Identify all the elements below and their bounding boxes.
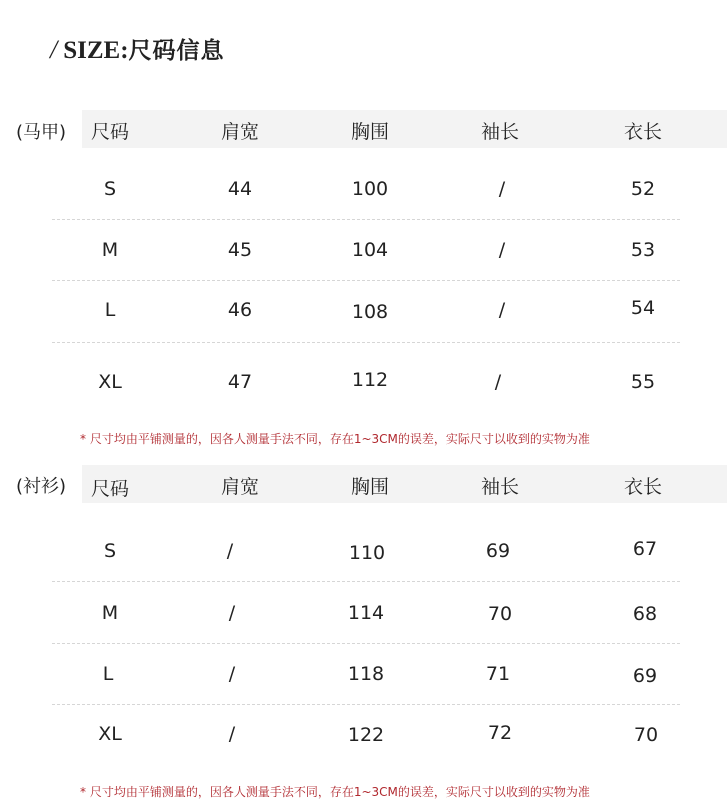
col-header-length: 衣长 xyxy=(623,476,663,498)
col-header-size: 尺码 xyxy=(90,121,130,143)
cell-chest: 104 xyxy=(351,239,389,261)
cell-chest: 110 xyxy=(348,542,386,564)
cell-shoulder: 44 xyxy=(227,178,253,200)
cell-length: 55 xyxy=(630,371,656,393)
cell-length: 54 xyxy=(630,297,656,319)
cell-chest: 112 xyxy=(351,369,389,391)
cell-length: 69 xyxy=(632,665,658,687)
cell-length: 53 xyxy=(630,239,656,261)
cell-size: XL xyxy=(98,723,122,745)
table-label: (马甲) xyxy=(16,122,67,143)
cell-sleeve: / xyxy=(494,371,502,393)
title-zh: 尺码信息 xyxy=(128,38,225,64)
cell-sleeve: 71 xyxy=(485,663,511,685)
cell-shoulder: 47 xyxy=(227,371,253,393)
cell-sleeve: 72 xyxy=(487,722,513,744)
cell-sleeve: / xyxy=(498,239,506,261)
cell-shoulder: / xyxy=(226,540,234,562)
cell-chest: 118 xyxy=(347,663,385,685)
col-header-size: 尺码 xyxy=(90,478,130,500)
row-divider xyxy=(52,219,680,220)
cell-shoulder: / xyxy=(228,723,236,745)
cell-chest: 108 xyxy=(351,301,389,323)
title-slash: / xyxy=(50,35,58,64)
cell-shoulder: 46 xyxy=(227,299,253,321)
cell-chest: 100 xyxy=(351,178,389,200)
cell-size: M xyxy=(101,602,119,624)
col-header-shoulder: 肩宽 xyxy=(220,476,260,498)
cell-sleeve: / xyxy=(498,299,506,321)
row-divider xyxy=(52,704,680,705)
cell-chest: 114 xyxy=(347,602,385,624)
cell-sleeve: / xyxy=(498,178,506,200)
cell-length: 70 xyxy=(633,724,659,746)
row-divider xyxy=(52,280,680,281)
col-header-chest: 胸围 xyxy=(350,121,390,143)
cell-sleeve: 69 xyxy=(485,540,511,562)
page-title xyxy=(50,32,225,65)
col-header-shoulder: 肩宽 xyxy=(220,121,260,143)
row-divider xyxy=(52,643,680,644)
col-header-sleeve: 袖长 xyxy=(480,476,520,498)
cell-size: XL xyxy=(98,371,122,393)
col-header-chest: 胸围 xyxy=(350,476,390,498)
col-header-sleeve: 袖长 xyxy=(480,121,520,143)
table-label: (衬衫) xyxy=(16,476,67,497)
cell-shoulder: / xyxy=(228,663,236,685)
cell-length: 68 xyxy=(632,603,658,625)
cell-chest: 122 xyxy=(347,724,385,746)
measurement-note: * 尺寸均由平铺测量的，因各人测量手法不同，存在1~3CM的误差，实际尺寸以收到的实物为准 xyxy=(80,785,590,799)
col-header-length: 衣长 xyxy=(623,121,663,143)
cell-size: M xyxy=(101,239,119,261)
cell-size: S xyxy=(103,178,117,200)
cell-sleeve: 70 xyxy=(487,603,513,625)
cell-size: L xyxy=(104,299,116,321)
cell-shoulder: / xyxy=(228,602,236,624)
cell-size: S xyxy=(103,540,117,562)
measurement-note: * 尺寸均由平铺测量的，因各人测量手法不同，存在1~3CM的误差，实际尺寸以收到的实物为准 xyxy=(80,432,590,446)
title-en: SIZE: xyxy=(63,37,129,64)
cell-size: L xyxy=(102,663,114,685)
row-divider xyxy=(52,581,680,582)
cell-shoulder: 45 xyxy=(227,239,253,261)
cell-length: 52 xyxy=(630,178,656,200)
row-divider xyxy=(52,342,680,343)
cell-length: 67 xyxy=(632,538,658,560)
